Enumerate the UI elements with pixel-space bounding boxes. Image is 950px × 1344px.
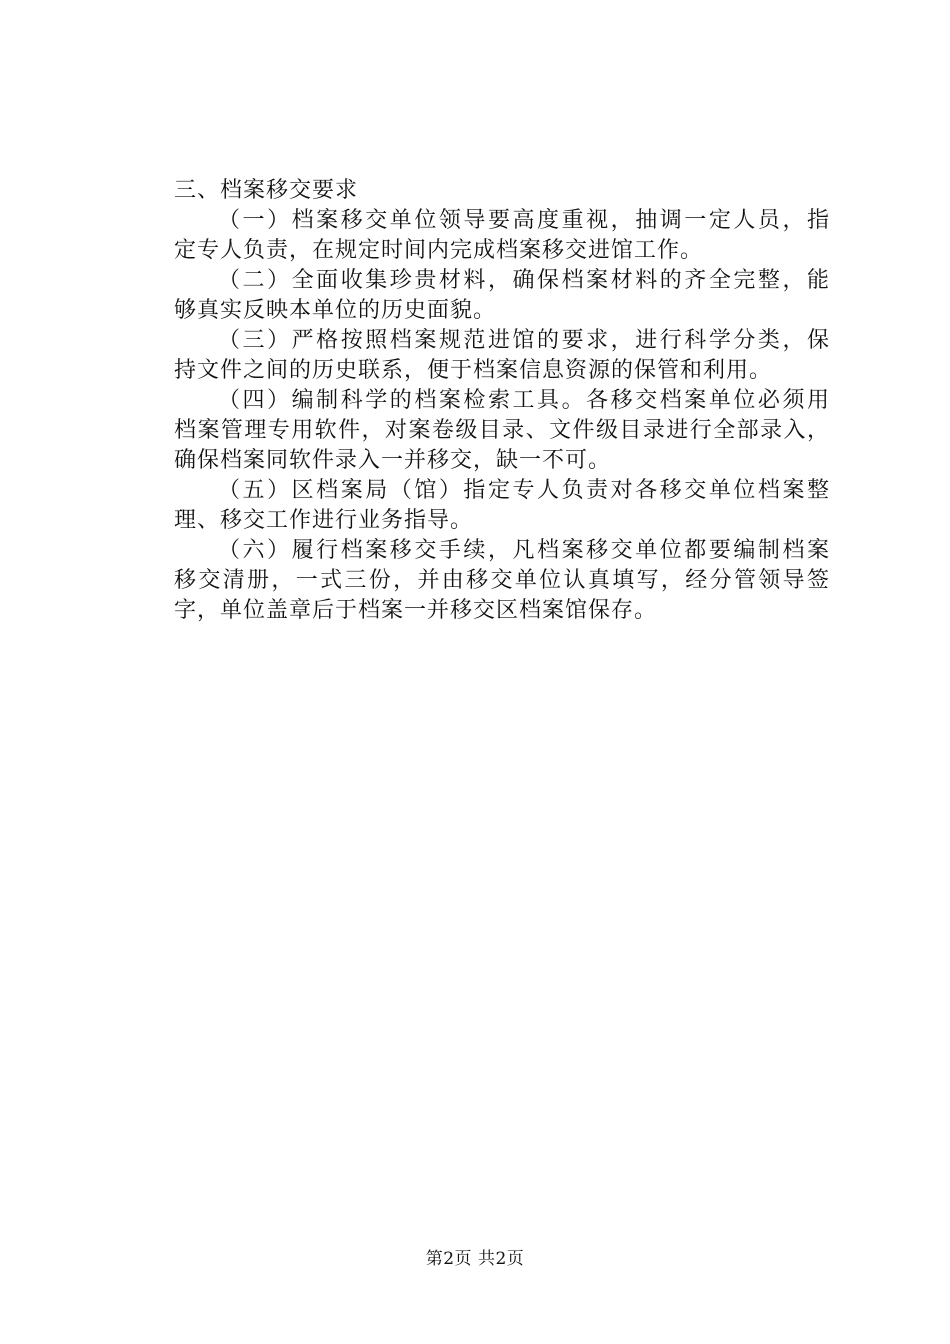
paragraph-line: 移交清册，一式三份，并由移交单位认真填写，经分管领导签 bbox=[174, 568, 830, 593]
paragraph-line: 档案管理专用软件，对案卷级目录、文件级目录进行全部录入， bbox=[174, 418, 830, 443]
page-footer: 第2页 共2页 bbox=[425, 1249, 525, 1269]
paragraph-6 bbox=[130, 536, 830, 626]
paragraph-line: 够真实反映本单位的历史面貌。 bbox=[174, 298, 497, 323]
paragraph-2 bbox=[130, 266, 830, 326]
paragraph-line: 确保档案同软件录入一并移交，缺一不可。 bbox=[174, 448, 612, 473]
section-heading: 三、档案移交要求 bbox=[174, 178, 359, 203]
paragraph-line: （三）严格按照档案规范进馆的要求，进行科学分类，保 bbox=[218, 328, 830, 353]
paragraph-5 bbox=[130, 476, 830, 536]
paragraph-line: （五）区档案局（馆）指定专人负责对各移交单位档案整 bbox=[218, 478, 830, 503]
paragraph-line: 字，单位盖章后于档案一并移交区档案馆保存。 bbox=[174, 598, 658, 623]
paragraph-line: （二）全面收集珍贵材料，确保档案材料的齐全完整，能 bbox=[218, 268, 830, 293]
paragraph-line: （四）编制科学的档案检索工具。各移交档案单位必须用 bbox=[218, 388, 830, 413]
paragraph-line: （六）履行档案移交手续，凡档案移交单位都要编制档案 bbox=[218, 538, 830, 563]
paragraph-3 bbox=[130, 326, 830, 386]
paragraph-line: （一）档案移交单位领导要高度重视，抽调一定人员，指 bbox=[218, 208, 830, 233]
paragraph-line: 理、移交工作进行业务指导。 bbox=[174, 508, 474, 533]
paragraph-1 bbox=[130, 206, 830, 266]
paragraph-line: 持文件之间的历史联系，便于档案信息资源的保管和利用。 bbox=[174, 358, 773, 383]
paragraph-4 bbox=[130, 386, 830, 476]
paragraph-line: 定专人负责，在规定时间内完成档案移交进馆工作。 bbox=[174, 238, 704, 263]
document-body bbox=[130, 176, 830, 626]
